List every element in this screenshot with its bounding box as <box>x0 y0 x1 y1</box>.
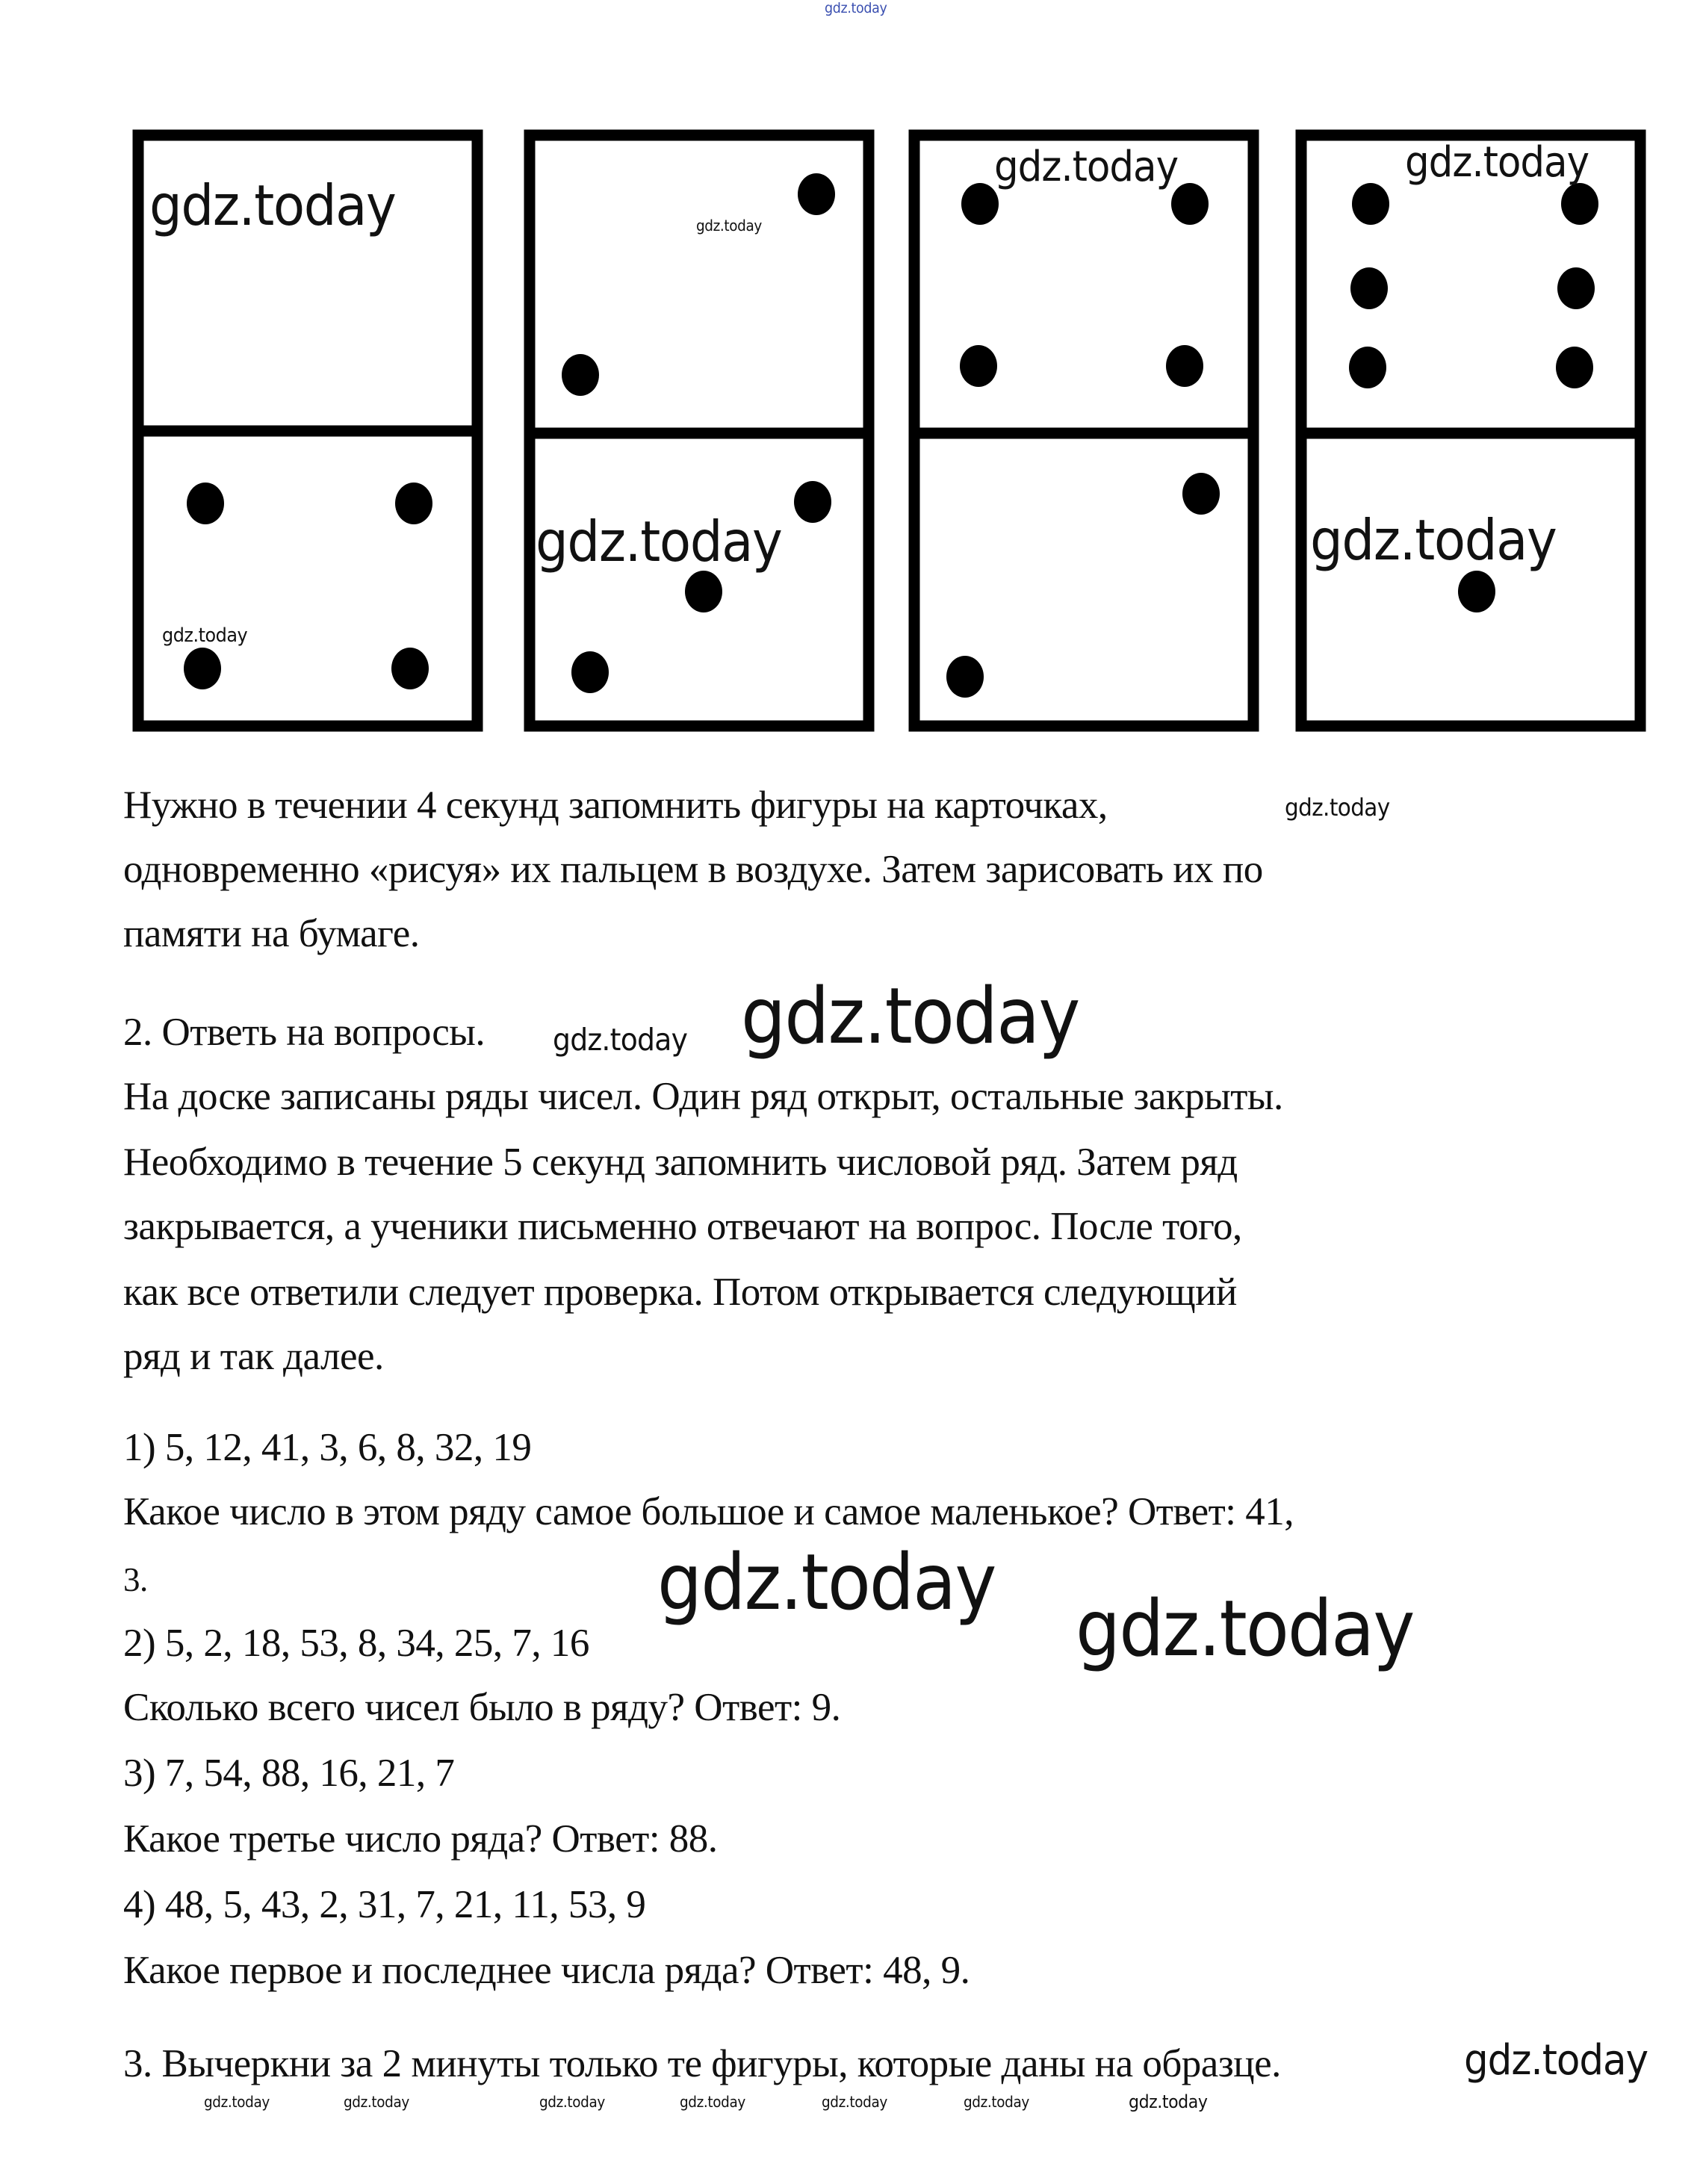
pip <box>961 183 999 225</box>
watermark: gdz.today <box>680 2093 745 2111</box>
pip <box>571 651 609 693</box>
pip <box>184 648 221 689</box>
intro-line-2: одновременно «рисуя» их пальцем в воздухе. Затем зарисовать их по <box>123 848 1263 891</box>
pip <box>685 571 722 612</box>
pip <box>1557 267 1595 309</box>
watermark: gdz.today <box>149 173 396 238</box>
watermark: gdz.today <box>1310 507 1557 573</box>
domino-card-3 <box>914 135 1253 726</box>
intro-line-1: Нужно в течении 4 секунд запомнить фигуры на карточках, <box>123 784 1108 827</box>
watermark: gdz.today <box>994 143 1179 191</box>
watermark: gdz.today <box>825 0 887 16</box>
domino-card-4 <box>1301 135 1640 726</box>
watermark: gdz.today <box>204 2093 270 2111</box>
row-series-4: 4) 48, 5, 43, 2, 31, 7, 21, 11, 53, 9 <box>123 1883 646 1926</box>
watermark: gdz.today <box>741 972 1079 1061</box>
pip <box>946 656 984 698</box>
pip <box>187 483 224 524</box>
task2-heading: 2. Ответь на вопросы. <box>123 1011 486 1054</box>
task2-body-line: как все ответили следует проверка. Потом открывается следующий <box>123 1271 1237 1314</box>
row-question-4: Какое первое и последнее числа ряда? Ответ: 48, 9. <box>123 1949 970 1992</box>
pip <box>1350 267 1388 309</box>
watermark: gdz.today <box>539 2093 605 2111</box>
task3-heading: 3. Вычеркни за 2 минуты только те фигуры, которые даны на образце. <box>123 2042 1281 2085</box>
task2-body-line: закрывается, а ученики письменно отвечают на вопрос. После того, <box>123 1205 1242 1248</box>
watermark: gdz.today <box>964 2093 1029 2111</box>
row-question-1: Какое число в этом ряду самое большое и самое маленькое? Ответ: 41, <box>123 1490 1294 1533</box>
watermark: gdz.today <box>696 217 762 235</box>
row-question-3: Какое третье число ряда? Ответ: 88. <box>123 1817 718 1861</box>
row-series-3: 3) 7, 54, 88, 16, 21, 7 <box>123 1752 455 1795</box>
watermark: gdz.today <box>344 2093 409 2111</box>
pip <box>562 354 599 396</box>
watermark: gdz.today <box>1076 1584 1414 1674</box>
pip <box>1182 473 1220 515</box>
pip <box>391 648 429 689</box>
pip <box>1556 347 1593 388</box>
row-question-1-cont: 3. <box>123 1561 148 1598</box>
intro-line-3: памяти на бумаге. <box>123 912 420 955</box>
watermark: gdz.today <box>162 624 248 647</box>
watermark: gdz.today <box>1129 2091 1208 2112</box>
pip <box>1458 571 1495 612</box>
pip <box>1166 345 1203 387</box>
watermark: gdz.today <box>1405 138 1589 187</box>
pip <box>1349 347 1386 388</box>
pip <box>798 173 835 215</box>
row-question-2: Сколько всего чисел было в ряду? Ответ: 9. <box>123 1686 841 1729</box>
watermark: gdz.today <box>822 2093 887 2111</box>
pip <box>1561 183 1598 225</box>
pip <box>1352 183 1389 225</box>
pip <box>794 481 831 523</box>
watermark: gdz.today <box>657 1538 996 1628</box>
task2-body-line: Необходимо в течение 5 секунд запомнить числовой ряд. Затем ряд <box>123 1141 1238 1184</box>
pip <box>960 345 997 387</box>
pip <box>395 483 432 524</box>
task2-body-line: ряд и так далее. <box>123 1335 384 1378</box>
watermark: gdz.today <box>536 509 782 574</box>
row-series-2: 2) 5, 2, 18, 53, 8, 34, 25, 7, 16 <box>123 1622 589 1665</box>
watermark: gdz.today <box>1285 793 1390 822</box>
watermark: gdz.today <box>1464 2036 1648 2085</box>
row-series-1: 1) 5, 12, 41, 3, 6, 8, 32, 19 <box>123 1426 532 1469</box>
task2-body-line: На доске записаны ряды чисел. Один ряд открыт, остальные закрыты. <box>123 1075 1283 1118</box>
domino-cards <box>0 0 1706 747</box>
watermark: gdz.today <box>553 1022 688 1058</box>
